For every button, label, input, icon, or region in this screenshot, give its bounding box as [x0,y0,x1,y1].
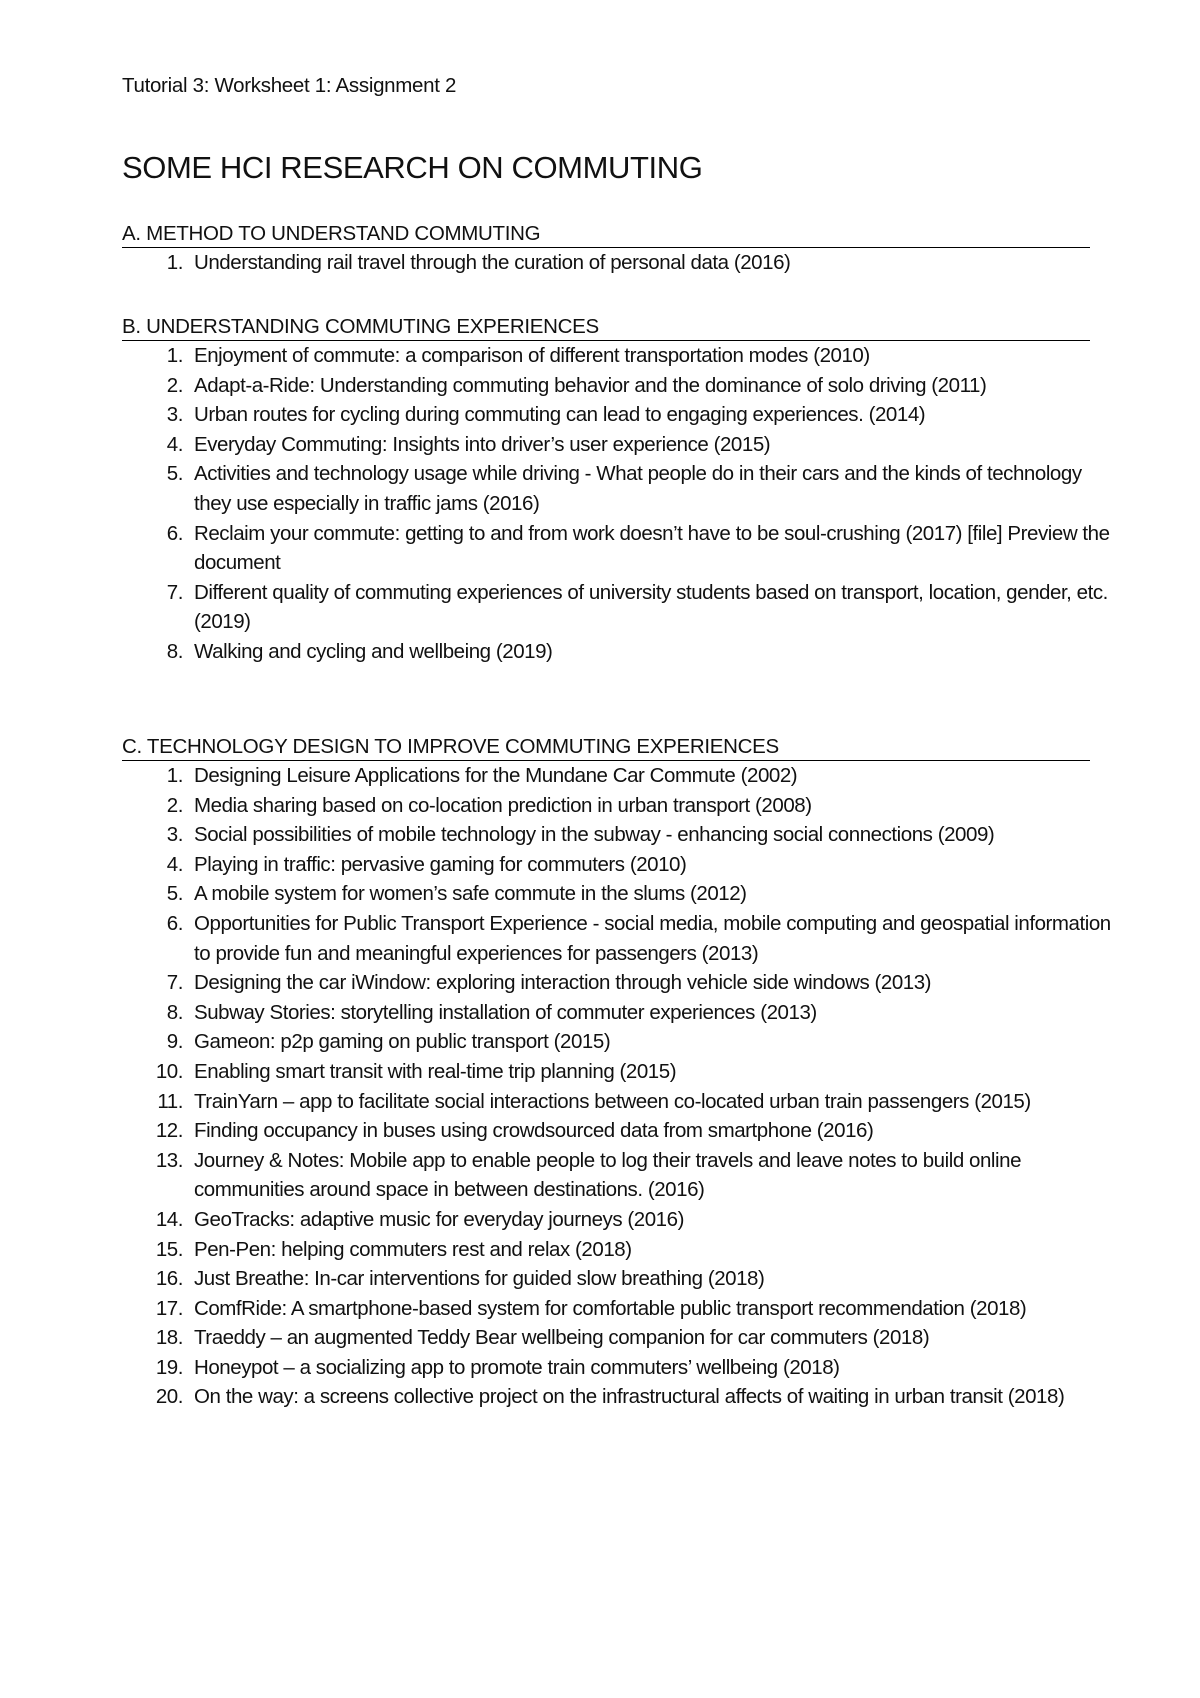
list-item-text: A mobile system for women’s safe commute in the slums (2012) [194,882,747,906]
document-header: Tutorial 3: Worksheet 1: Assignment 2 [122,74,457,97]
list-item-text: On the way: a screens collective project on the infrastructural affects of waiting in urban transit (2018) [194,1385,1065,1409]
list-item [122,1382,1114,1412]
list-item-text: GeoTracks: adaptive music for everyday journeys (2016) [194,1207,684,1231]
list-item [122,1205,1114,1235]
list-item [122,1235,1114,1265]
list-item [122,1116,1114,1146]
list-item-number: 4. [166,432,183,456]
list-item-number: 2. [166,793,183,817]
list-item-number: 10. [155,1059,183,1083]
list-item [122,879,1114,909]
list-item-text: Walking and cycling and wellbeing (2019) [194,639,553,663]
list-item-number: 7. [166,971,183,995]
list-item [122,1294,1114,1324]
list-item-text: Designing the car iWindow: exploring interaction through vehicle side windows (2013) [194,971,932,995]
section-heading: C. TECHNOLOGY DESIGN TO IMPROVE COMMUTING EXPERIENCES [122,733,1090,761]
list-item-number: 2. [166,373,183,397]
list-item-number: 3. [166,823,183,847]
list-item-text: Reclaim your commute: getting to and from work doesn’t have to be soul-crushing (2017) [file] Preview the document [194,521,1110,575]
list-item [122,968,1114,998]
list-item-number: 5. [166,882,183,906]
list-item [122,791,1114,821]
list-item [122,1057,1114,1087]
list-item [122,248,1114,278]
list-item-text: Enabling smart transit with real-time trip planning (2015) [194,1059,677,1083]
list-item-number: 1. [166,344,183,367]
page-title: SOME HCI RESEARCH ON COMMUTING [122,150,703,185]
section-b [122,313,1110,667]
list-item-number: 6. [166,521,183,545]
list-item [122,820,1114,850]
list-item-text: Opportunities for Public Transport Experience - social media, mobile computing and geospatial information to provide fun and meaningful experiences for passengers (2013) [194,911,1111,965]
list-item-number: 1. [166,764,183,787]
list-item-number: 16. [155,1267,183,1291]
list-item-number: 14. [155,1207,183,1231]
item-list [122,248,1090,278]
list-item-number: 13. [155,1148,183,1172]
list-item [122,909,1114,968]
list-item [122,1264,1114,1294]
section-c [122,733,1111,1412]
item-list [122,341,1110,667]
list-item-text: Social possibilities of mobile technology in the subway - enhancing social connections (2009) [194,823,995,847]
list-item-text: Gameon: p2p gaming on public transport (2015) [194,1030,611,1054]
list-item-text: Traeddy – an augmented Teddy Bear wellbeing companion for car commuters (2018) [194,1326,930,1350]
list-item-text: Urban routes for cycling during commuting can lead to engaging experiences. (2014) [194,403,926,427]
list-item-number: 11. [157,1089,183,1113]
list-item-text: Designing Leisure Applications for the Mundane Car Commute (2002) [194,764,798,787]
list-item [122,1146,1114,1205]
list-item [122,1353,1114,1383]
list-item-number: 17. [155,1296,183,1320]
list-item-number: 1. [166,251,183,274]
list-item [122,850,1114,880]
list-item-number: 8. [166,1000,183,1024]
list-item-text: Pen-Pen: helping commuters rest and relax (2018) [194,1237,632,1261]
list-item-text: Adapt-a-Ride: Understanding commuting behavior and the dominance of solo driving (2011) [194,373,987,397]
list-item [122,1323,1114,1353]
list-item-number: 20. [155,1385,183,1409]
list-item [122,341,1114,371]
list-item-number: 3. [166,403,183,427]
list-item-text: Everyday Commuting: Insights into driver’s user experience (2015) [194,432,771,456]
list-item-number: 9. [166,1030,183,1054]
list-item [122,519,1114,578]
list-item-number: 4. [166,852,183,876]
list-item [122,371,1114,401]
list-item-number: 19. [155,1355,183,1379]
list-item-text: Journey & Notes: Mobile app to enable people to log their travels and leave notes to build online communities around space in between destinations. (2016) [194,1148,1022,1202]
list-item-number: 18. [155,1326,183,1350]
list-item-text: Enjoyment of commute: a comparison of different transportation modes (2010) [194,344,870,367]
list-item-text: Playing in traffic: pervasive gaming for commuters (2010) [194,852,687,876]
list-item [122,400,1114,430]
list-item [122,998,1114,1028]
list-item [122,761,1114,791]
list-item-text: Honeypot – a socializing app to promote train commuters’ wellbeing (2018) [194,1355,840,1379]
list-item-number: 15. [155,1237,183,1261]
item-list [122,761,1111,1412]
section-a [122,220,1090,278]
list-item-number: 5. [166,462,183,486]
list-item-text: Understanding rail travel through the curation of personal data (2016) [194,251,791,274]
list-item-text: Media sharing based on co-location prediction in urban transport (2008) [194,793,812,817]
list-item-text: Just Breathe: In-car interventions for guided slow breathing (2018) [194,1267,765,1291]
list-item [122,1027,1114,1057]
list-item [122,430,1114,460]
section-heading: A. METHOD TO UNDERSTAND COMMUTING [122,220,1090,248]
section-heading: B. UNDERSTANDING COMMUTING EXPERIENCES [122,313,1090,341]
list-item [122,1087,1114,1117]
list-item-number: 8. [166,639,183,663]
list-item-text: Activities and technology usage while driving - What people do in their cars and the kinds of technology they use especially in traffic jams (2016) [194,462,1082,515]
list-item [122,637,1114,667]
list-item-number: 12. [155,1119,183,1143]
list-item-text: Different quality of commuting experiences of university students based on transport, location, gender, etc. (2019) [194,580,1108,634]
list-item [122,459,1114,518]
list-item-number: 6. [166,911,183,935]
list-item-text: Subway Stories: storytelling installation of commuter experiences (2013) [194,1000,817,1024]
list-item-text: TrainYarn – app to facilitate social interactions between co-located urban train passengers (2015) [194,1089,1031,1113]
list-item [122,578,1114,637]
list-item-text: ComfRide: A smartphone-based system for comfortable public transport recommendation (2018) [194,1296,1027,1320]
list-item-text: Finding occupancy in buses using crowdsourced data from smartphone (2016) [194,1119,874,1143]
list-item-number: 7. [166,580,183,604]
